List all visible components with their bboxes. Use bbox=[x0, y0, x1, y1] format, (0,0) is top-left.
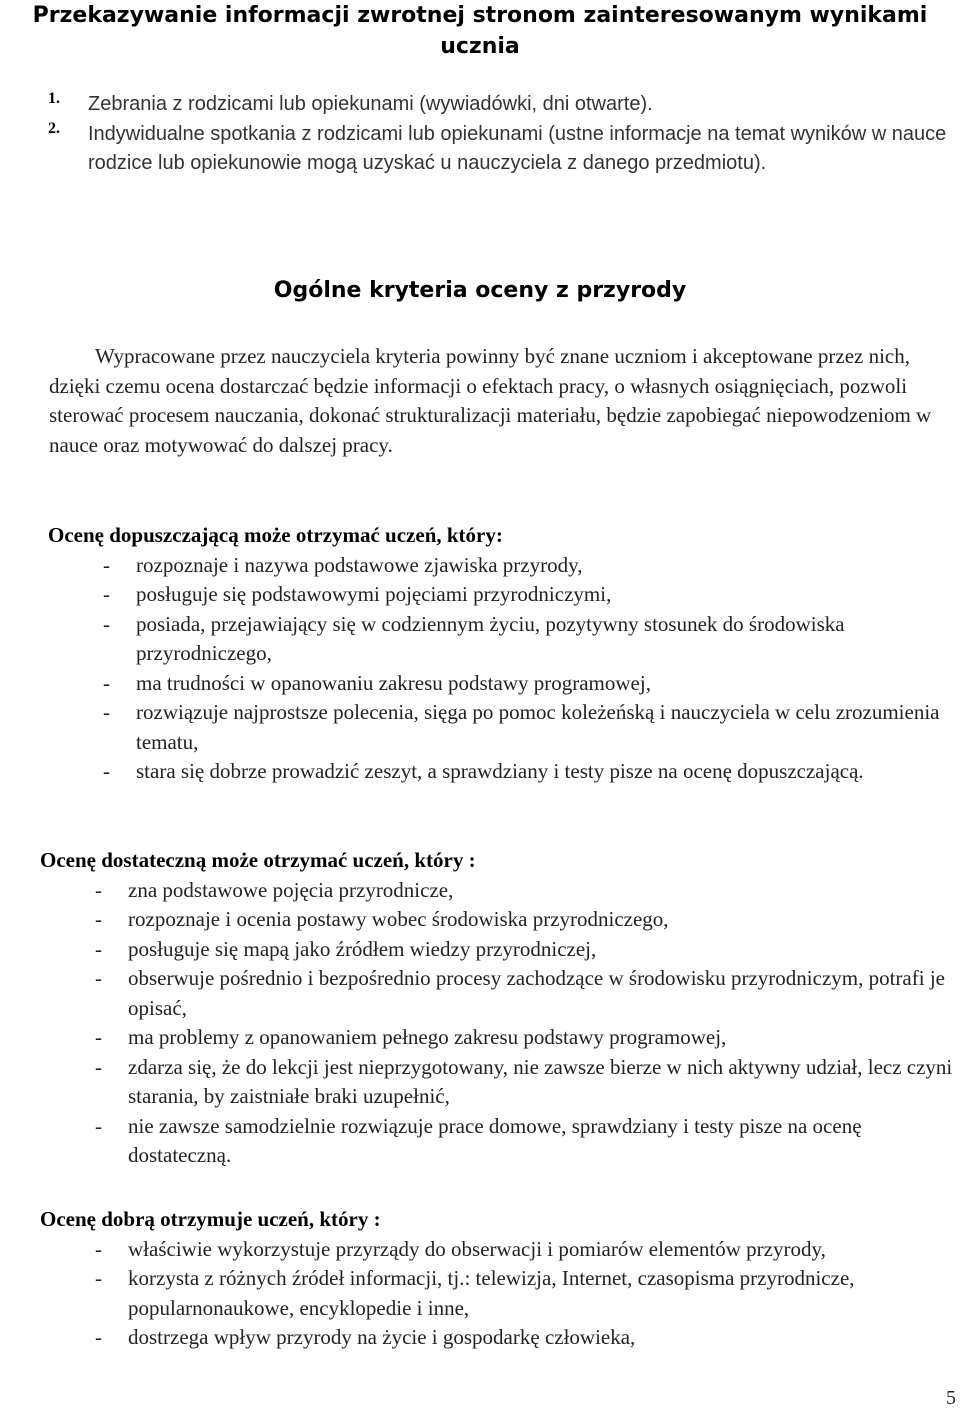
bullet-dash: - bbox=[95, 966, 102, 990]
criteria-item-text: ma trudności w opanowaniu zakresu podstawy programowej, bbox=[136, 670, 651, 695]
bullet-dash: - bbox=[95, 1054, 102, 1079]
criteria-item-text: posługuje się mapą jako źródłem wiedzy przyrodniczej, bbox=[128, 936, 597, 961]
section-title: Ogólne kryteria oceny z przyrody bbox=[273, 278, 687, 303]
page-title-line-2: ucznia bbox=[440, 34, 520, 59]
criteria-list bbox=[40, 876, 955, 1171]
criteria-item bbox=[103, 610, 960, 669]
criteria-item bbox=[103, 757, 960, 787]
bullet-dash: - bbox=[103, 582, 110, 606]
list-item-text: Indywidualne spotkania z rodzicami lub opiekunami (ustne informacje na temat wyników w nauce rodzice lub opiekunowie mogą uzyskać u nauczyciela z danego przedmiotu). bbox=[88, 122, 947, 174]
list-item bbox=[48, 90, 948, 120]
page-title-line-1: Przekazywanie informacji zwrotnej stronom zainteresowanym wynikami bbox=[32, 3, 928, 28]
bullet-dash: - bbox=[103, 552, 110, 577]
criteria-item bbox=[95, 1023, 955, 1053]
criteria-item-text: ma problemy z opanowaniem pełnego zakresu podstawy programowej, bbox=[128, 1025, 727, 1049]
criteria-item bbox=[103, 698, 960, 757]
bullet-dash: - bbox=[103, 700, 110, 724]
criteria-item-text: posługuje się podstawowymi pojęciami przyrodniczymi, bbox=[136, 582, 612, 606]
bullet-dash: - bbox=[103, 759, 110, 783]
page-number: 5 bbox=[946, 1387, 956, 1409]
criteria-item bbox=[95, 905, 955, 935]
list-item bbox=[48, 120, 948, 179]
criteria-item-text: posiada, przejawiający się w codziennym życiu, pozytywny stosunek do środowiska przyrodniczego, bbox=[136, 611, 845, 665]
intro-paragraph: Wypracowane przez nauczyciela kryteria powinny być znane uczniom i akceptowane przez nich, dzięki czemu ocena dostarczać będzie informacji o efektach pracy, o własnych osiągnięciach, pozwoli sterować procesem nauczania, dokonać strukturalizacji materiału, będzie zapobiegać niepowodzeniom w nauce oraz motywować do dalszej pracy. bbox=[49, 344, 932, 457]
criteria-item bbox=[95, 964, 955, 1023]
criteria-item bbox=[103, 580, 960, 610]
bullet-dash: - bbox=[95, 936, 102, 961]
criteria-item bbox=[95, 1112, 955, 1171]
criteria-item-text: nie zawsze samodzielnie rozwiązuje prace domowe, sprawdziany i testy pisze na ocenę dostateczną. bbox=[128, 1113, 862, 1167]
criteria-item-text: rozpoznaje i ocenia postawy wobec środowiska przyrodniczego, bbox=[128, 907, 669, 931]
bullet-dash: - bbox=[95, 877, 102, 902]
bullet-dash: - bbox=[103, 611, 110, 636]
criteria-item bbox=[103, 669, 960, 699]
criteria-item bbox=[95, 876, 955, 906]
criteria-item-text: korzysta z różnych źródeł informacji, tj.: telewizja, Internet, czasopisma przyrodnicze, popularnonaukowe, encyklopedie i inne, bbox=[128, 1266, 855, 1320]
criteria-item-text: rozpoznaje i nazywa podstawowe zjawiska przyrody, bbox=[136, 552, 583, 577]
criteria-heading: Ocenę dopuszczającą może otrzymać uczeń, który: bbox=[48, 523, 503, 547]
criteria-heading: Ocenę dostateczną może otrzymać uczeń, który : bbox=[40, 848, 476, 872]
bullet-dash: - bbox=[95, 1236, 102, 1261]
bullet-dash: - bbox=[95, 1025, 102, 1049]
bullet-dash: - bbox=[95, 1325, 102, 1349]
criteria-item-text: rozwiązuje najprostsze polecenia, sięga po pomoc koleżeńską i nauczyciela w celu zrozumienia tematu, bbox=[136, 700, 940, 754]
criteria-item-text: stara się dobrze prowadzić zeszyt, a sprawdziany i testy pisze na ocenę dopuszczającą. bbox=[136, 759, 864, 783]
criteria-item-text: dostrzega wpływ przyrody na życie i gospodarkę człowieka, bbox=[128, 1325, 636, 1349]
bullet-dash: - bbox=[103, 670, 110, 695]
criteria-item bbox=[95, 1235, 955, 1265]
grade-criteria-satisfactory bbox=[40, 846, 955, 1171]
bullet-dash: - bbox=[95, 1113, 102, 1138]
feedback-channels-list bbox=[48, 90, 948, 179]
criteria-item bbox=[103, 551, 960, 581]
bullet-dash: - bbox=[95, 1266, 102, 1290]
page-title bbox=[0, 0, 960, 62]
criteria-item bbox=[95, 1323, 955, 1353]
criteria-item-text: obserwuje pośrednio i bezpośrednio procesy zachodzące w środowisku przyrodniczym, potrafi je opisać, bbox=[128, 966, 945, 1020]
criteria-item bbox=[95, 1264, 955, 1323]
list-item-number: 1. bbox=[48, 90, 60, 107]
criteria-list bbox=[40, 1235, 955, 1353]
grade-criteria-sufficient bbox=[48, 521, 960, 787]
bullet-dash: - bbox=[95, 907, 102, 931]
criteria-item bbox=[95, 1053, 955, 1112]
criteria-item-text: zdarza się, że do lekcji jest nieprzygotowany, nie zawsze bierze w nich aktywny udział, lecz czyni starania, by zaistniałe braki uzupełnić, bbox=[128, 1054, 953, 1108]
criteria-item-text: zna podstawowe pojęcia przyrodnicze, bbox=[128, 877, 454, 902]
grade-criteria-good bbox=[40, 1205, 955, 1353]
criteria-item-text: właściwie wykorzystuje przyrządy do obserwacji i pomiarów elementów przyrody, bbox=[128, 1236, 826, 1261]
criteria-item bbox=[95, 935, 955, 965]
criteria-heading: Ocenę dobrą otrzymuje uczeń, który : bbox=[40, 1207, 381, 1231]
list-item-text: Zebrania z rodzicami lub opiekunami (wywiadówki, dni otwarte). bbox=[88, 93, 653, 115]
criteria-list bbox=[48, 551, 960, 787]
list-item-number: 2. bbox=[48, 119, 60, 137]
